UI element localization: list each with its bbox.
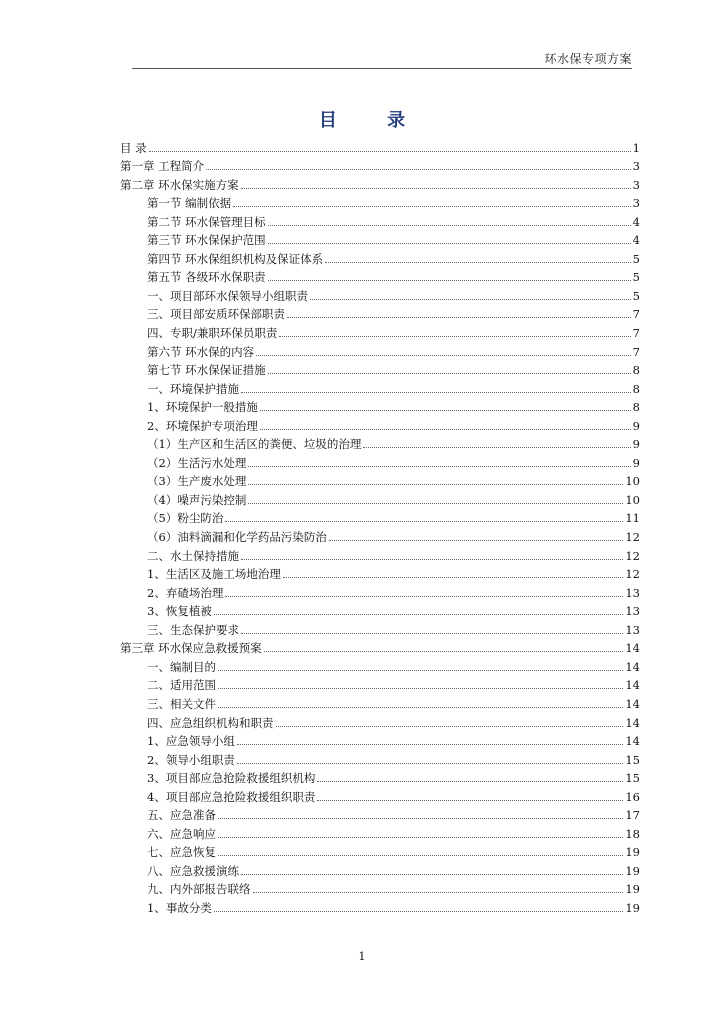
toc-entry-page: 14 — [625, 696, 640, 711]
toc-entry-page: 3 — [632, 159, 640, 174]
toc-entry-page: 4 — [632, 233, 640, 248]
toc-dot-leader — [241, 188, 631, 189]
toc-entry[interactable] — [120, 581, 640, 600]
toc-dot-leader — [218, 707, 623, 708]
toc-entry-page: 7 — [632, 326, 640, 341]
toc-entry[interactable] — [120, 303, 640, 322]
toc-entry-title: 九、内外部报告联络 — [147, 882, 251, 897]
toc-entry-title: 第四节 环水保组织机构及保证体系 — [147, 251, 324, 266]
toc-entry-page: 19 — [625, 863, 640, 878]
toc-entry-page: 9 — [632, 437, 640, 452]
toc-entry-page: 17 — [625, 808, 640, 823]
page-number: 1 — [358, 950, 366, 963]
toc-entry-page: 5 — [632, 270, 640, 285]
toc-dot-leader — [256, 355, 631, 356]
toc-entry-title: （3）生产废水处理 — [147, 474, 247, 489]
toc-entry-page: 8 — [632, 400, 640, 415]
toc-dot-leader — [268, 225, 631, 226]
toc-entry-title: （6）油料滴漏和化学药品污染防治 — [147, 530, 327, 545]
toc-entry[interactable] — [120, 266, 640, 285]
toc-entry-page: 7 — [632, 344, 640, 359]
toc-entry[interactable] — [120, 359, 640, 378]
toc-entry[interactable] — [120, 192, 640, 211]
toc-entry-title: 第二章 环水保实施方案 — [120, 177, 239, 192]
toc-dot-leader — [329, 540, 624, 541]
toc-entry-page: 1 — [632, 140, 640, 155]
toc-entry-title: 第二节 环水保管理目标 — [147, 214, 266, 229]
toc-entry-page: 10 — [625, 474, 640, 489]
toc-entry-page: 19 — [625, 882, 640, 897]
toc-entry[interactable] — [120, 340, 640, 359]
toc-entry[interactable] — [120, 767, 640, 786]
toc-dot-leader — [287, 317, 631, 318]
toc-entry-title: （2）生活污水处理 — [147, 455, 247, 470]
toc-dot-leader — [268, 280, 631, 281]
toc-entry-page: 8 — [632, 363, 640, 378]
toc-dot-leader — [214, 911, 624, 912]
toc-entry[interactable] — [120, 822, 640, 841]
toc-entry-title: 一、项目部环水保领导小组职责 — [147, 288, 308, 303]
toc-entry-title: 3、项目部应急抢险救援组织机构 — [147, 771, 316, 786]
toc-entry[interactable] — [120, 451, 640, 470]
toc-entry-page: 10 — [625, 492, 640, 507]
toc-dot-leader — [248, 503, 623, 504]
toc-dot-leader — [248, 466, 630, 467]
toc-entry-title: （4）噪声污染控制 — [147, 492, 247, 507]
toc-dot-leader — [248, 484, 623, 485]
toc-entry[interactable] — [120, 730, 640, 749]
toc-entry-title: （1）生产区和生活区的粪便、垃圾的治理 — [147, 437, 362, 452]
toc-entry[interactable] — [120, 507, 640, 526]
toc-entry-page: 7 — [632, 307, 640, 322]
toc-entry-page: 14 — [625, 678, 640, 693]
toc-entry[interactable] — [120, 896, 640, 915]
toc-dot-leader — [225, 596, 623, 597]
toc-dot-leader — [268, 373, 631, 374]
toc-entry-title: 第一节 编制依据 — [147, 196, 232, 211]
toc-entry-page: 12 — [625, 567, 640, 582]
toc-dot-leader — [237, 763, 624, 764]
toc-dot-leader — [260, 410, 631, 411]
toc-title: 目 录 — [318, 110, 428, 131]
toc-entry-title: 第三节 环水保保护范围 — [147, 233, 266, 248]
toc-dot-leader — [241, 559, 623, 560]
toc-dot-leader — [260, 429, 631, 430]
running-header-title: 环水保专项方案 — [544, 52, 632, 66]
table-of-contents — [120, 136, 640, 915]
toc-entry[interactable] — [120, 841, 640, 860]
toc-entry-title: 一、环境保护措施 — [147, 381, 239, 396]
toc-entry[interactable] — [120, 637, 640, 656]
toc-dot-leader — [214, 614, 624, 615]
toc-entry[interactable] — [120, 804, 640, 823]
toc-entry[interactable] — [120, 414, 640, 433]
toc-entry[interactable] — [120, 563, 640, 582]
toc-entry[interactable] — [120, 377, 640, 396]
toc-dot-leader — [218, 670, 623, 671]
toc-entry-title: 四、专职/兼职环保员职责 — [147, 326, 278, 341]
toc-dot-leader — [253, 892, 624, 893]
toc-dot-leader — [268, 243, 631, 244]
toc-entry[interactable] — [120, 600, 640, 619]
toc-entry-page: 14 — [625, 659, 640, 674]
toc-dot-leader — [264, 651, 624, 652]
toc-dot-leader — [317, 800, 623, 801]
toc-dot-leader — [218, 688, 623, 689]
toc-entry[interactable] — [120, 433, 640, 452]
toc-dot-leader — [310, 299, 631, 300]
toc-entry-title: 二、适用范围 — [147, 678, 216, 693]
toc-entry-page: 9 — [632, 455, 640, 470]
toc-entry[interactable] — [120, 229, 640, 248]
toc-entry-page: 15 — [625, 752, 640, 767]
toc-entry-page: 13 — [625, 622, 640, 637]
toc-entry-title: 七、应急恢复 — [147, 845, 216, 860]
toc-entry-title: 目 录 — [120, 140, 147, 155]
toc-entry-title: 4、项目部应急抢险救援组织职责 — [147, 789, 316, 804]
toc-entry-title: 二、水土保持措施 — [147, 548, 239, 563]
toc-entry-title: 六、应急响应 — [147, 826, 216, 841]
toc-dot-leader — [225, 521, 623, 522]
toc-entry-page: 12 — [625, 530, 640, 545]
toc-entry-page: 19 — [625, 845, 640, 860]
toc-entry-title: 1、生活区及施工场地治理 — [147, 567, 281, 582]
toc-entry-page: 12 — [625, 548, 640, 563]
toc-entry-page: 5 — [632, 288, 640, 303]
toc-entry-title: 2、领导小组职责 — [147, 752, 235, 767]
toc-entry-title: 三、项目部安质环保部职责 — [147, 307, 285, 322]
toc-dot-leader — [241, 392, 631, 393]
toc-entry[interactable] — [120, 173, 640, 192]
toc-entry-page: 19 — [625, 900, 640, 915]
toc-dot-leader — [363, 447, 630, 448]
toc-dot-leader — [233, 206, 631, 207]
toc-entry-page: 14 — [625, 641, 640, 656]
toc-entry[interactable] — [120, 284, 640, 303]
toc-dot-leader — [218, 818, 623, 819]
toc-entry[interactable] — [120, 785, 640, 804]
toc-entry[interactable] — [120, 488, 640, 507]
toc-entry-title: 1、事故分类 — [147, 900, 212, 915]
toc-dot-leader — [276, 726, 624, 727]
toc-entry[interactable] — [120, 674, 640, 693]
toc-entry-title: 3、恢复植被 — [147, 604, 212, 619]
toc-dot-leader — [218, 837, 623, 838]
toc-dot-leader — [241, 633, 623, 634]
toc-entry-title: 第五节 各级环水保职责 — [147, 270, 266, 285]
toc-entry-title: 一、编制目的 — [147, 659, 216, 674]
toc-entry-page: 16 — [625, 789, 640, 804]
toc-dot-leader — [149, 151, 631, 152]
toc-entry-page: 5 — [632, 251, 640, 266]
toc-entry[interactable] — [120, 470, 640, 489]
toc-dot-leader — [241, 874, 623, 875]
toc-entry-page: 3 — [632, 196, 640, 211]
toc-entry-page: 15 — [625, 771, 640, 786]
toc-entry[interactable] — [120, 155, 640, 174]
toc-entry-title: 第一章 工程简介 — [120, 159, 205, 174]
toc-entry-page: 3 — [632, 177, 640, 192]
toc-dot-leader — [218, 855, 623, 856]
toc-entry[interactable] — [120, 525, 640, 544]
toc-entry-page: 18 — [625, 826, 640, 841]
toc-entry[interactable] — [120, 544, 640, 563]
toc-entry-title: 2、弃碴场治理 — [147, 585, 224, 600]
toc-entry-title: 四、应急组织机构和职责 — [147, 715, 274, 730]
toc-entry-title: 五、应急准备 — [147, 808, 216, 823]
toc-dot-leader — [325, 262, 631, 263]
toc-entry[interactable] — [120, 859, 640, 878]
toc-entry[interactable] — [120, 618, 640, 637]
toc-entry[interactable] — [120, 136, 640, 155]
toc-entry[interactable] — [120, 210, 640, 229]
toc-entry-title: 第七节 环水保保证措施 — [147, 363, 266, 378]
toc-entry-title: 1、环境保护一般措施 — [147, 400, 258, 415]
toc-entry[interactable] — [120, 396, 640, 415]
toc-entry-page: 14 — [625, 734, 640, 749]
toc-dot-leader — [283, 577, 624, 578]
toc-entry[interactable] — [120, 748, 640, 767]
toc-dot-leader — [317, 781, 623, 782]
toc-entry-page: 4 — [632, 214, 640, 229]
toc-entry-page: 8 — [632, 381, 640, 396]
toc-entry-page: 13 — [625, 585, 640, 600]
toc-entry[interactable] — [120, 711, 640, 730]
toc-entry-title: 三、生态保护要求 — [147, 622, 239, 637]
header-rule — [132, 68, 632, 69]
toc-entry[interactable] — [120, 655, 640, 674]
toc-entry-page: 13 — [625, 604, 640, 619]
toc-entry[interactable] — [120, 878, 640, 897]
toc-entry-title: 第三章 环水保应急救援预案 — [120, 641, 262, 656]
toc-entry-title: （5）粉尘防治 — [147, 511, 224, 526]
toc-dot-leader — [237, 744, 624, 745]
toc-entry[interactable] — [120, 321, 640, 340]
toc-entry-title: 1、应急领导小组 — [147, 734, 235, 749]
toc-entry[interactable] — [120, 247, 640, 266]
toc-entry-page: 9 — [632, 418, 640, 433]
toc-dot-leader — [279, 336, 630, 337]
toc-entry-title: 三、相关文件 — [147, 696, 216, 711]
toc-dot-leader — [206, 169, 631, 170]
toc-entry-title: 八、应急救援演练 — [147, 863, 239, 878]
toc-entry-title: 2、环境保护专项治理 — [147, 418, 258, 433]
toc-entry-page: 14 — [625, 715, 640, 730]
toc-entry[interactable] — [120, 692, 640, 711]
toc-entry-page: 11 — [625, 511, 640, 526]
toc-entry-title: 第六节 环水保的内容 — [147, 344, 255, 359]
